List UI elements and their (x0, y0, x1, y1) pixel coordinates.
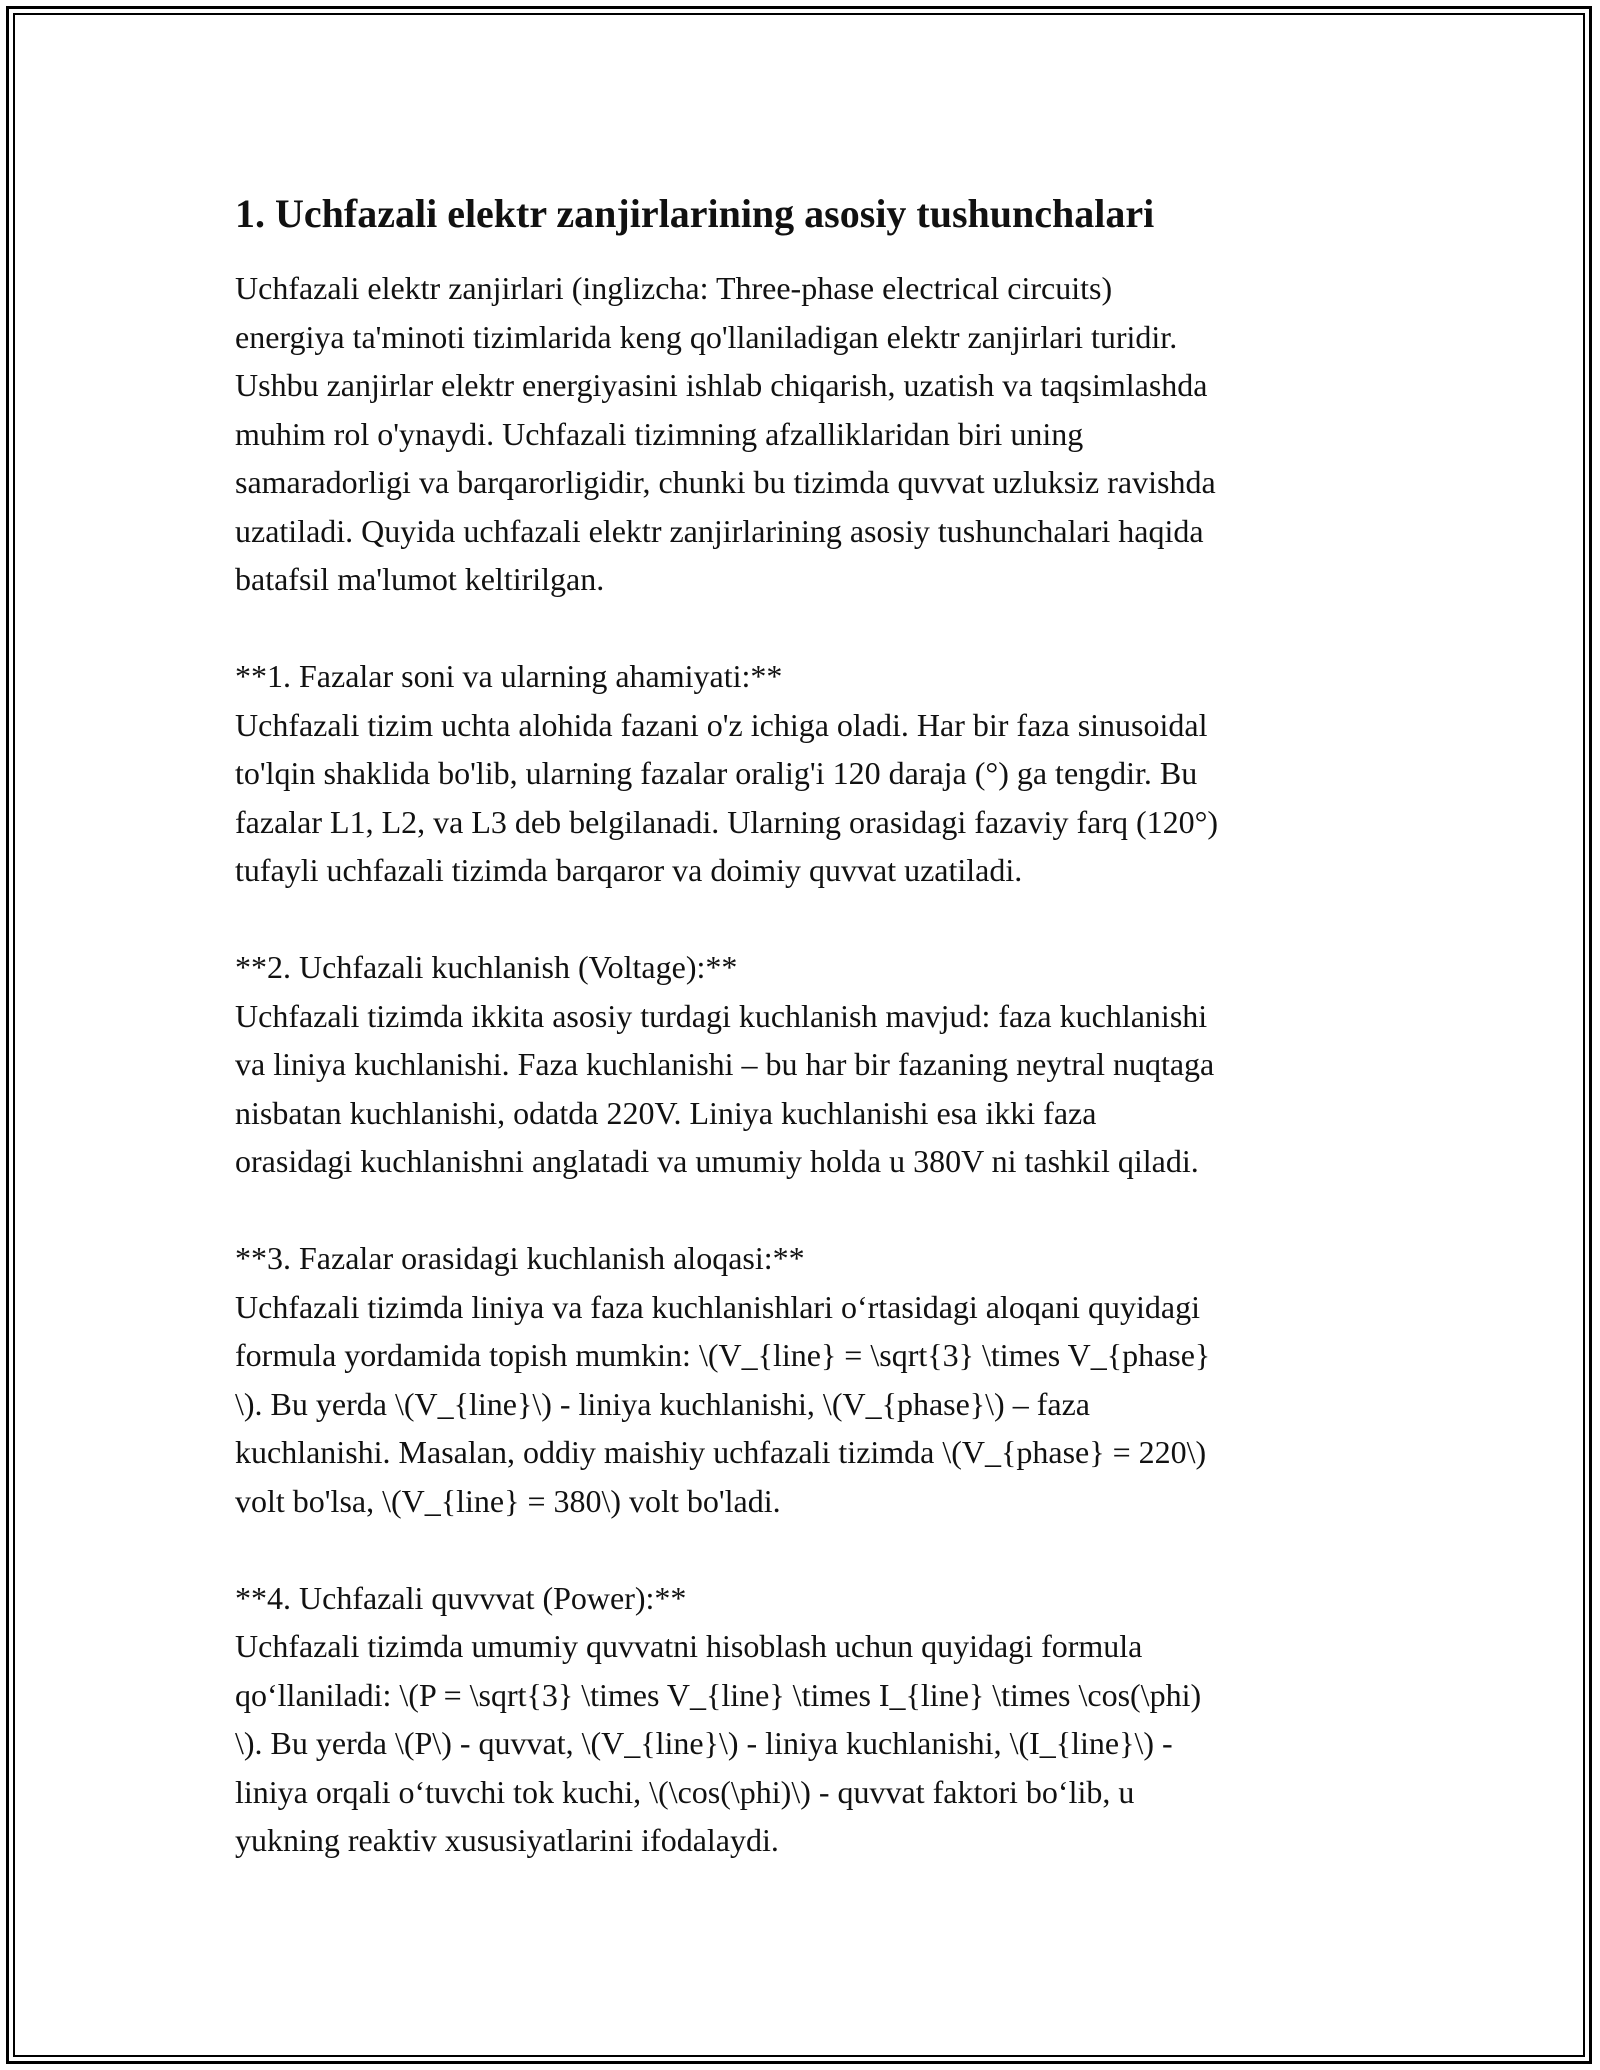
section-line: orasidagi kuchlanishni anglatadi va umumiy holda u 380V ni tashkil qiladi. (235, 1143, 1199, 1179)
intro-line: samaradorligi va barqarorligidir, chunki bu tizimda quvvat uzluksiz ravishda (235, 464, 1216, 500)
section-line: Uchfazali tizimda liniya va faza kuchlanishlari o‘rtasidagi aloqani quyidagi (235, 1288, 1200, 1325)
intro-line: batafsil ma'lumot keltirilgan. (235, 561, 605, 597)
section-line: va liniya kuchlanishi. Faza kuchlanishi – bu har bir fazaning neytral nuqtaga (235, 1046, 1215, 1082)
intro-line: muhim rol o'ynaydi. Uchfazali tizimning afzalliklaridan biri uning (235, 415, 1084, 452)
section-line: nisbatan kuchlanishi, odatda 220V. Liniya kuchlanishi esa ikki faza (235, 1094, 1097, 1131)
section-heading: **2. Uchfazali kuchlanish (Voltage):** (235, 949, 738, 985)
section-heading: **3. Fazalar orasidagi kuchlanish aloqasi:** (235, 1240, 805, 1276)
section-power (235, 1574, 1365, 1865)
intro-line: energiya ta'minoti tizimlarida keng qo'llaniladigan elektr zanjirlari turidir. (235, 318, 1178, 355)
page-title: 1. Uchfazali elektr zanjirlarining asosiy tushunchalari (235, 191, 1155, 236)
section-line: formula yordamida topish mumkin: \(V_{line} = \sqrt{3} \times V_{phase} (235, 1337, 1211, 1373)
section-line: \). Bu yerda \(P\) - quvvat, \(V_{line}\) - liniya kuchlanishi, \(I_{line}\) - (235, 1725, 1173, 1761)
section-phases (235, 652, 1365, 895)
section-line: Uchfazali tizim uchta alohida fazani o'z ichiga oladi. Har bir faza sinusoidal (235, 706, 1208, 743)
section-line: \). Bu yerda \(V_{line}\) - liniya kuchlanishi, \(V_{phase}\) – faza (235, 1385, 1090, 1422)
intro-paragraph (235, 264, 1365, 604)
section-voltage-relation (235, 1234, 1365, 1525)
section-heading: **4. Uchfazali quvvvat (Power):** (235, 1579, 687, 1616)
section-line: to'lqin shaklida bo'lib, ularning fazalar oralig'i 120 daraja (°) ga tengdir. Bu (235, 755, 1198, 791)
section-heading: **1. Fazalar soni va ularning ahamiyati:** (235, 658, 783, 694)
intro-line: Ushbu zanjirlar elektr energiyasini ishlab chiqarish, uzatish va taqsimlashda (235, 367, 1208, 403)
intro-line: Uchfazali elektr zanjirlari (inglizcha: Three-phase electrical circuits) (235, 270, 1113, 306)
section-line: liniya orqali o‘tuvchi tok kuchi, \(\cos(\phi)\) - quvvat faktori bo‘lib, u (235, 1773, 1135, 1810)
document-body (235, 186, 1365, 1865)
section-line: tufayli uchfazali tizimda barqaror va doimiy quvvat uzatiladi. (235, 852, 1023, 888)
section-voltage (235, 943, 1365, 1186)
section-line: Uchfazali tizimda ikkita asosiy turdagi kuchlanish mavjud: faza kuchlanishi (235, 997, 1208, 1034)
section-line: volt bo'lsa, \(V_{line} = 380\) volt bo'ladi. (235, 1482, 781, 1519)
section-line: Uchfazali tizimda umumiy quvvatni hisoblash uchun quyidagi formula (235, 1628, 1143, 1664)
section-line: yukning reaktiv xususiyatlarini ifodalaydi. (235, 1822, 779, 1858)
intro-line: uzatiladi. Quyida uchfazali elektr zanjirlarining asosiy tushunchalari haqida (235, 512, 1204, 549)
section-line: qo‘llaniladi: \(P = \sqrt{3} \times V_{line} \times I_{line} \times \cos(\phi) (235, 1676, 1202, 1713)
section-line: fazalar L1, L2, va L3 deb belgilanadi. Ularning orasidagi fazaviy farq (120°) (235, 803, 1219, 840)
section-line: kuchlanishi. Masalan, oddiy maishiy uchfazali tizimda \(V_{phase} = 220\) (235, 1434, 1207, 1470)
